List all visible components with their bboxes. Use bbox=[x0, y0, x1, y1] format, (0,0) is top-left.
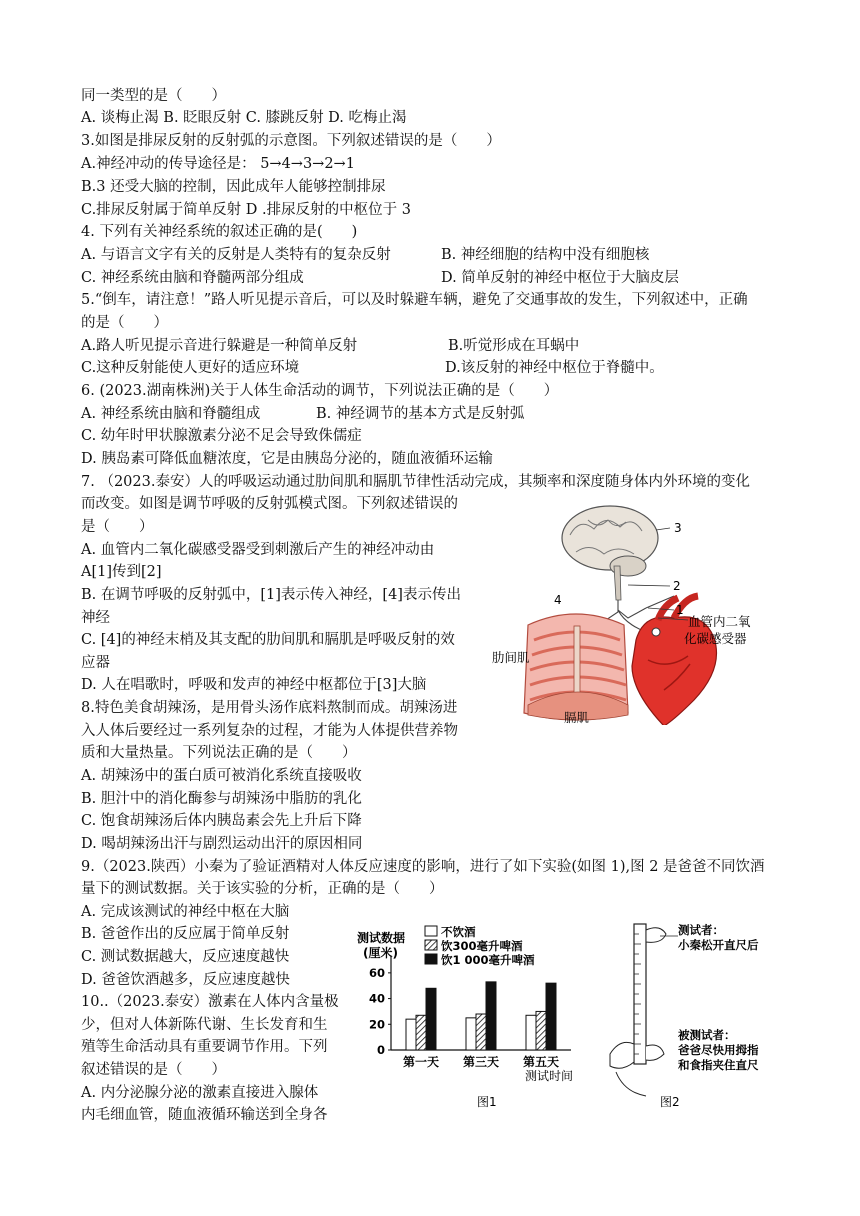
bar bbox=[536, 1011, 546, 1050]
bar bbox=[406, 1019, 416, 1050]
label-4: 4 bbox=[554, 593, 562, 607]
y-tick-label: 60 bbox=[368, 965, 385, 980]
question-option: C. 神经系统由脑和脊髓两部分组成 bbox=[81, 270, 304, 286]
label-co2-receptor-2: 化碳感受器 bbox=[684, 631, 747, 646]
text-line: 的是（ ） bbox=[81, 315, 168, 331]
label-3: 3 bbox=[674, 521, 682, 535]
chart-legend bbox=[425, 925, 535, 967]
text-line: 同一类型的是（ ） bbox=[81, 88, 226, 104]
y-axis-label-unit: (厘米) bbox=[363, 946, 398, 960]
bar bbox=[466, 1018, 476, 1050]
bar bbox=[546, 983, 556, 1050]
reflex-arc-figure bbox=[488, 500, 773, 725]
question-option: B. 神经细胞的结构中没有细胞核 bbox=[441, 247, 650, 263]
subject-text-1: 爸爸尽快用拇指 bbox=[678, 1043, 759, 1057]
figure-1-caption: 图1 bbox=[477, 1095, 497, 1109]
question-option: D.该反射的神经中枢位于脊髓中。 bbox=[445, 360, 664, 376]
ruler-test-figure bbox=[600, 922, 790, 1112]
text-line: 内毛细血管，随血液循环输送到全身各 bbox=[81, 1107, 328, 1123]
reaction-test-chart bbox=[353, 922, 583, 1112]
question-option: D. 爸爸饮酒越多，反应速度越快 bbox=[81, 972, 290, 988]
question-10-stem: 10..（2023.泰安）激素在人体内含量极 bbox=[81, 994, 339, 1010]
label-co2-receptor: 血管内二氧 bbox=[688, 614, 751, 629]
label-intercostal-muscle: 肋间肌 bbox=[492, 650, 530, 665]
text-line: 量下的测试数据。关于该实验的分析，正确的是（ ） bbox=[81, 881, 444, 897]
legend-swatch bbox=[425, 926, 437, 936]
x-tick-label: 第一天 bbox=[402, 1055, 440, 1069]
question-9-stem: 9.（2023.陕西）小秦为了验证酒精对人体反应速度的影响，进行了如下实验(如图 1),图 2 是爸爸不同饮酒 bbox=[81, 859, 765, 875]
question-option: A. 胡辣汤中的蛋白质可被消化系统直接吸收 bbox=[81, 768, 362, 784]
question-option: A. 与语言文字有关的反射是人类特有的复杂反射 bbox=[81, 247, 391, 263]
legend-swatch bbox=[425, 954, 437, 964]
bar bbox=[486, 982, 496, 1050]
x-axis-label: 测试时间 bbox=[525, 1069, 574, 1083]
rib-cage-illustration bbox=[524, 614, 628, 720]
question-option: D. 简单反射的神经中枢位于大脑皮层 bbox=[441, 270, 679, 286]
label-2: 2 bbox=[673, 579, 681, 593]
question-option: C. [4]的神经末梢及其支配的肋间肌和膈肌是呼吸反射的效 bbox=[81, 632, 455, 648]
question-option: B. 爸爸作出的反应属于简单反射 bbox=[81, 926, 290, 942]
figure-2-caption: 图2 bbox=[660, 1095, 680, 1109]
bar bbox=[476, 1014, 486, 1050]
tester-title: 测试者： bbox=[678, 923, 724, 937]
question-option: C. 幼年时甲状腺激素分泌不足会导致侏儒症 bbox=[81, 428, 362, 444]
question-option: A. 血管内二氧化碳感受器受到刺激后产生的神经冲动由 bbox=[81, 542, 435, 558]
question-option: B. 胆汁中的消化酶参与胡辣汤中脂肪的乳化 bbox=[81, 791, 362, 807]
question-option: B.听觉形成在耳蜗中 bbox=[448, 338, 580, 354]
question-option: C.这种反射能使人更好的适应环境 bbox=[81, 360, 300, 376]
question-option: A. 内分泌腺分泌的激素直接进入腺体 bbox=[81, 1085, 319, 1101]
question-6-stem: 6. (2023.湖南株洲)关于人体生命活动的调节，下列说法正确的是（ ） bbox=[81, 383, 559, 399]
label-diaphragm: 膈肌 bbox=[564, 710, 590, 725]
label-1: 1 bbox=[676, 603, 684, 617]
subject-text-2: 和食指夹住直尺 bbox=[678, 1058, 759, 1072]
text-line: 应器 bbox=[81, 655, 110, 671]
question-option: A.路人听见提示音进行躲避是一种简单反射 bbox=[81, 338, 358, 354]
question-3-stem: 3.如图是排尿反射的反射弧的示意图。下列叙述错误的是（ ） bbox=[81, 133, 501, 149]
y-tick-label: 40 bbox=[368, 991, 385, 1006]
y-tick-label: 0 bbox=[376, 1043, 385, 1057]
legend-label: 不饮酒 bbox=[441, 925, 476, 939]
text-line: A[1]传到[2] bbox=[81, 564, 162, 580]
x-tick-label: 第三天 bbox=[462, 1055, 500, 1069]
question-4-stem: 4. 下列有关神经系统的叙述正确的是( ) bbox=[81, 224, 358, 240]
y-tick-label: 20 bbox=[368, 1017, 385, 1032]
text-line: 叙述错误的是（ ） bbox=[81, 1062, 226, 1078]
legend-label: 饮1 000毫升啤酒 bbox=[441, 953, 535, 967]
question-option: A. 神经系统由脑和脊髓组成 bbox=[81, 406, 261, 422]
question-options: A. 谈梅止渴 B. 眨眼反射 C. 膝跳反射 D. 吃梅止渴 bbox=[81, 110, 407, 126]
question-option: D. 人在唱歌时，呼吸和发声的神经中枢都位于[3]大脑 bbox=[81, 677, 427, 693]
question-option: B. 神经调节的基本方式是反射弧 bbox=[316, 406, 525, 422]
question-option: C. 测试数据越大，反应速度越快 bbox=[81, 949, 290, 965]
question-option: B.3 还受大脑的控制，因此成年人能够控制排尿 bbox=[81, 179, 386, 195]
question-option: D. 胰岛素可降低血糖浓度，它是由胰岛分泌的，随血液循环运输 bbox=[81, 451, 493, 467]
question-option: C. 饱食胡辣汤后体内胰岛素会先上升后下降 bbox=[81, 813, 362, 829]
y-axis-label: 测试数据 bbox=[357, 931, 406, 945]
question-option: D. 喝胡辣汤出汗与剧烈运动出汗的原因相同 bbox=[81, 836, 363, 852]
bar bbox=[426, 988, 436, 1050]
question-7-stem: 7. （2023.泰安）人的呼吸运动通过肋间肌和膈肌节律性活动完成，其频率和深度随身体内外环境的变化 bbox=[81, 474, 750, 490]
bar bbox=[526, 1015, 536, 1050]
releasing-hand bbox=[646, 928, 666, 943]
question-option: B. 在调节呼吸的反射弧中，[1]表示传入神经，[4]表示传出 bbox=[81, 587, 461, 603]
text-line: 是（ ） bbox=[81, 519, 154, 535]
legend-swatch bbox=[425, 940, 437, 950]
tester-text: 小秦松开直尺后 bbox=[678, 938, 759, 952]
question-option: A.神经冲动的传导途径是： 5→4→3→2→1 bbox=[81, 156, 355, 172]
text-line: 质和大量热量。下列说法正确的是（ ） bbox=[81, 745, 357, 761]
question-8-stem: 8.特色美食胡辣汤，是用骨头汤作底料熬制而成。胡辣汤进 bbox=[81, 700, 458, 716]
text-line: 神经 bbox=[81, 610, 110, 626]
question-option: A. 完成该测试的神经中枢在大脑 bbox=[81, 904, 290, 920]
x-tick-label: 第五天 bbox=[522, 1055, 560, 1069]
bar bbox=[416, 1015, 426, 1050]
text-line: 少，但对人体新陈代谢、生长发育和生 bbox=[81, 1017, 328, 1033]
text-line: 入人体后要经过一系列复杂的过程，才能为人体提供营养物 bbox=[81, 723, 458, 739]
text-line: 而改变。如图是调节呼吸的反射弧模式图。下列叙述错误的 bbox=[81, 496, 458, 512]
subject-title: 被测试者： bbox=[678, 1028, 736, 1042]
question-option: C.排尿反射属于简单反射 D .排尿反射的中枢位于 3 bbox=[81, 202, 411, 218]
question-5-stem: 5.“倒车，请注意！”路人听见提示音后，可以及时躲避车辆，避免了交通事故的发生，下列叙述中，正确 bbox=[81, 292, 748, 308]
text-line: 殖等生命活动具有重要调节作用。下列 bbox=[81, 1039, 328, 1055]
brain-illustration bbox=[562, 506, 658, 600]
legend-label: 饮300毫升啤酒 bbox=[441, 939, 523, 953]
